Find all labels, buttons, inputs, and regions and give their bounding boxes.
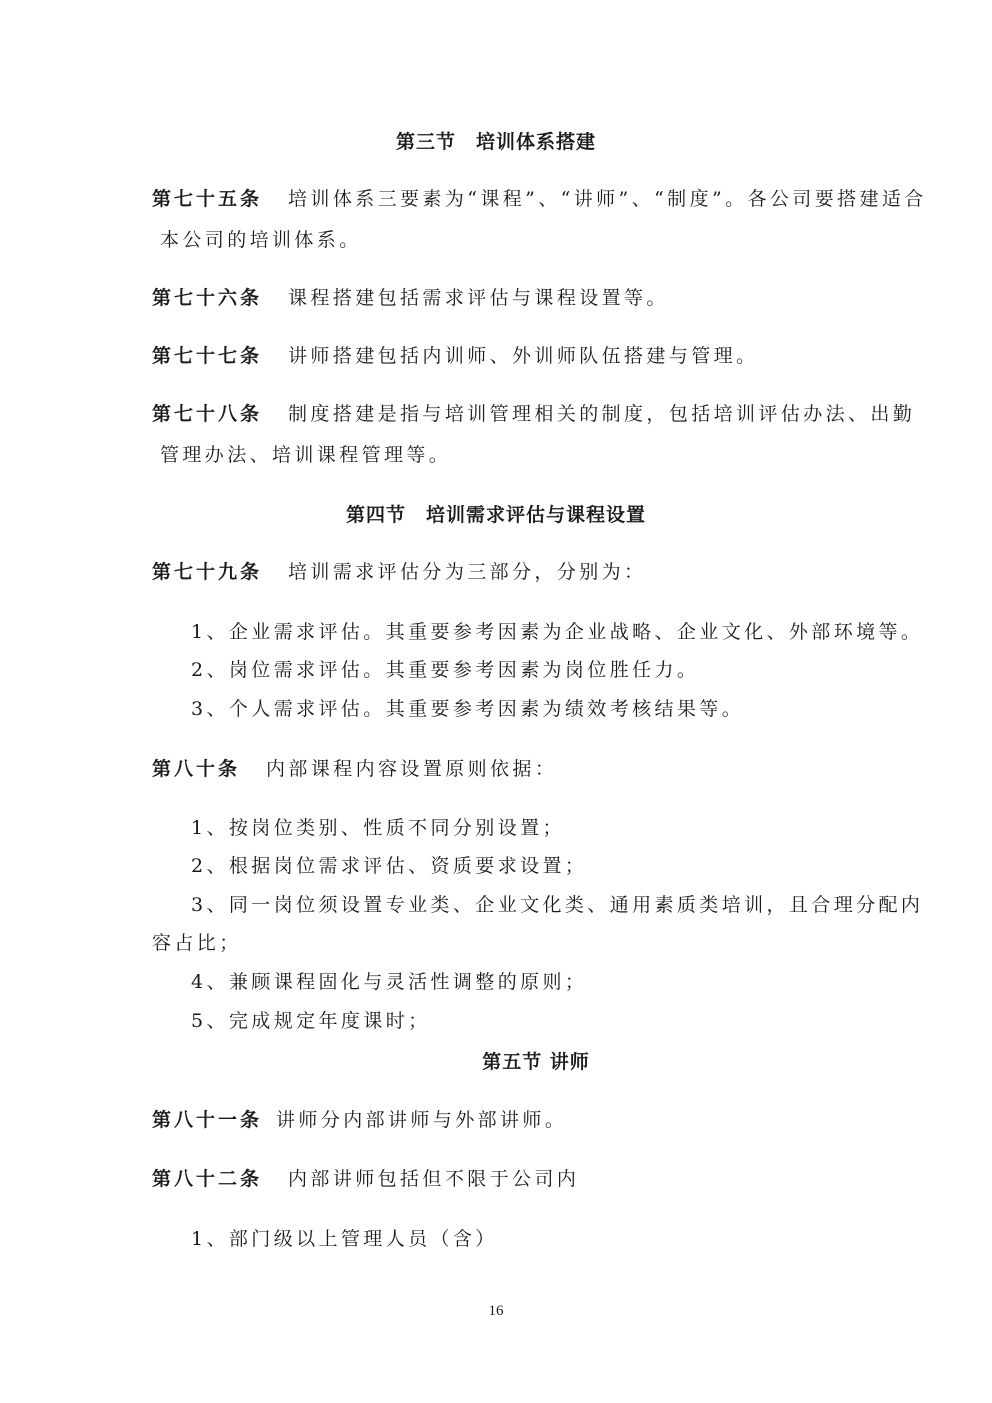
article-label: 第七十八条: [152, 403, 263, 425]
list-item: 1、部门级以上管理人员（含）: [191, 1228, 498, 1250]
article-text: 课程搭建包括需求评估与课程设置等。: [288, 287, 669, 309]
list-item: 3、个人需求评估。其重要参考因素为绩效考核结果等。: [191, 698, 745, 720]
article-label: 第七十九条: [152, 561, 263, 583]
article-label: 第七十六条: [152, 287, 263, 309]
article-label: 第七十七条: [152, 345, 263, 367]
section-heading-4: 第四节 培训需求评估与课程设置: [345, 504, 646, 526]
article-79: [152, 559, 646, 585]
list-item-continuation: 容占比；: [152, 932, 242, 954]
article-76: [152, 285, 669, 311]
article-75-continuation: 本公司的培训体系。: [160, 229, 362, 251]
list-item: 1、企业需求评估。其重要参考因素为企业战略、企业文化、外部环境等。: [191, 621, 924, 643]
article-78-continuation: 管理办法、培训课程管理等。: [160, 444, 452, 466]
article-82: [152, 1166, 579, 1192]
article-label: 第八十条: [152, 758, 241, 780]
article-text: 内部讲师包括但不限于公司内: [288, 1168, 580, 1190]
list-item: 3、同一岗位须设置专业类、企业文化类、通用素质类培训，且合理分配内: [191, 894, 924, 916]
list-item: 4、兼顾课程固化与灵活性调整的原则；: [191, 971, 588, 993]
article-text: 培训体系三要素为“课程”、“讲师”、“制度”。各公司要搭建适合: [288, 188, 927, 210]
section-heading-5: 第五节 讲师: [482, 1051, 590, 1073]
article-77: [152, 343, 758, 369]
article-text: 讲师分内部讲师与外部讲师。: [276, 1109, 568, 1131]
article-78: [152, 401, 915, 427]
article-text: 培训需求评估分为三部分，分别为：: [288, 561, 647, 583]
article-text: 内部课程内容设置原则依据：: [266, 758, 558, 780]
list-item: 5、完成规定年度课时；: [191, 1010, 431, 1032]
article-label: 第七十五条: [152, 188, 263, 210]
article-75: [152, 186, 927, 212]
article-text: 讲师搭建包括内训师、外训师队伍搭建与管理。: [288, 345, 759, 367]
article-81: [152, 1107, 567, 1133]
article-text: 制度搭建是指与培训管理相关的制度，包括培训评估办法、出勤: [288, 403, 916, 425]
page-number: 16: [488, 1303, 504, 1319]
list-item: 1、按岗位类别、性质不同分别设置；: [191, 817, 565, 839]
list-item: 2、根据岗位需求评估、资质要求设置；: [191, 855, 588, 877]
article-80: [152, 756, 557, 782]
list-item: 2、岗位需求评估。其重要参考因素为岗位胜任力。: [191, 659, 700, 681]
section-heading-3: 第三节 培训体系搭建: [395, 131, 596, 153]
article-label: 第八十一条: [152, 1109, 263, 1131]
article-label: 第八十二条: [152, 1168, 263, 1190]
